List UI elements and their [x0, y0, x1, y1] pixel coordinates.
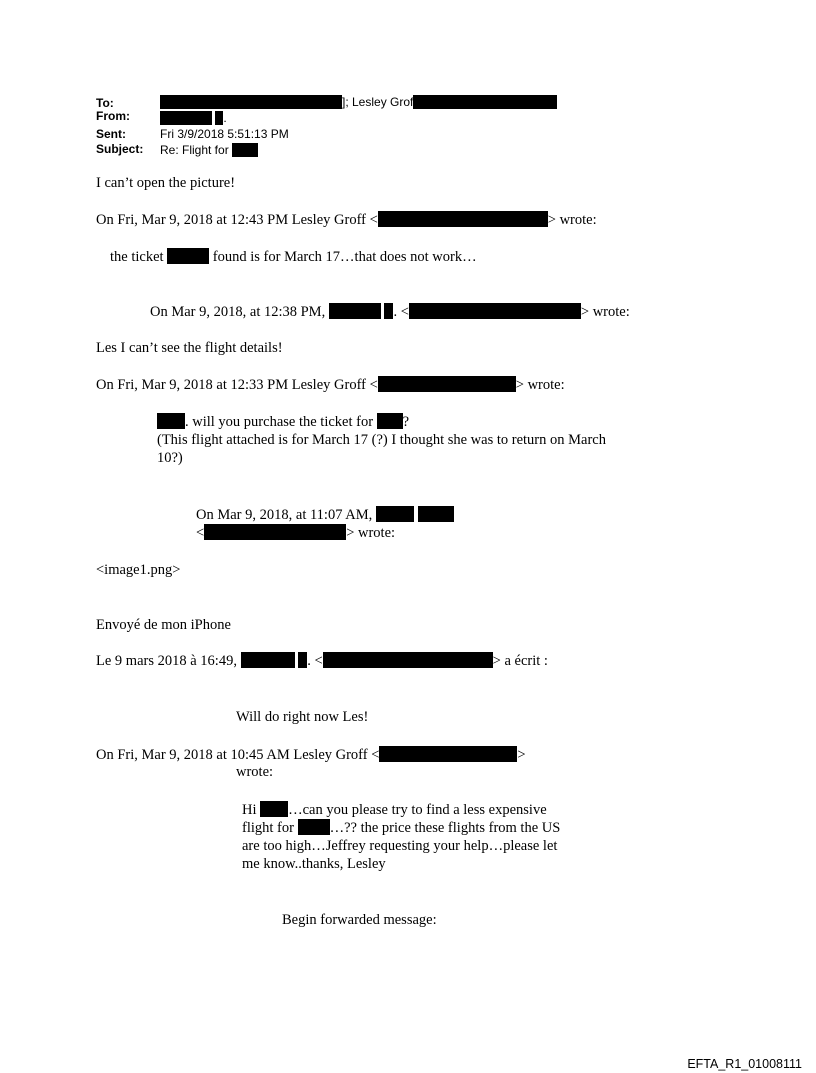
body-line-8: (This flight attached is for March 17 (?) I thought she was to return on March: [157, 432, 606, 448]
redaction-block: [418, 506, 454, 522]
quote-header-4: On Mar 9, 2018, at 11:07 AM,: [196, 506, 454, 523]
from-label: From:: [96, 109, 130, 123]
body-line-9: 10?): [157, 450, 183, 466]
redaction-block: [378, 376, 516, 392]
redaction-block: [232, 143, 258, 157]
to-value-row: [160, 95, 557, 109]
redaction-block: [379, 746, 517, 762]
redaction-block: [204, 524, 346, 540]
quote-header-6: On Fri, Mar 9, 2018 at 10:45 AM Lesley Groff < >: [96, 747, 526, 763]
redaction-block: [241, 652, 295, 668]
body-line-1: I can’t open the picture!: [96, 175, 236, 191]
redaction-block: [157, 413, 185, 429]
header-subject-row: [96, 143, 143, 156]
quote-header-6-cont: wrote:: [236, 764, 274, 780]
to-value: ]; Lesley Grof: [342, 95, 414, 109]
attachment-placeholder: <image1.png>: [96, 562, 181, 578]
redaction-block: [167, 248, 209, 264]
header-from-row: [96, 110, 130, 123]
subject-label: Subject:: [96, 142, 144, 156]
redaction-block: [378, 211, 548, 227]
redaction-block: [298, 652, 307, 668]
quote-header-3: On Fri, Mar 9, 2018 at 12:33 PM Lesley Groff < > wrote:: [96, 377, 565, 393]
body-line-19: flight for …?? the price these flights from the US: [242, 820, 561, 836]
redaction-block: [377, 413, 403, 429]
subject-value: Re: Flight for: [160, 143, 229, 157]
redaction-block: [376, 506, 414, 522]
redaction-block: [298, 819, 330, 835]
redaction-block: [160, 111, 212, 125]
sent-value: Fri 3/9/2018 5:51:13 PM: [160, 127, 289, 141]
body-line-7: . will you purchase the ticket for ?: [157, 413, 409, 430]
signature-line: Envoyé de mon iPhone: [96, 617, 231, 633]
sent-label: Sent:: [96, 127, 126, 141]
body-line-18: Hi …can you please try to find a less expensive: [242, 802, 547, 818]
from-value: .: [223, 111, 227, 125]
body-line-5: Les I can’t see the flight details!: [96, 340, 283, 356]
header-sent-row: [96, 128, 126, 141]
from-value-row: [160, 111, 227, 125]
redaction-block: [160, 95, 342, 109]
quote-header-1: On Fri, Mar 9, 2018 at 12:43 PM Lesley Groff < > wrote:: [96, 212, 597, 228]
body-line-21: me know..thanks, Lesley: [242, 856, 386, 872]
redaction-block: [260, 801, 288, 817]
quote-header-5: Le 9 mars 2018 à 16:49, . < > a écrit :: [96, 653, 548, 669]
quote-header-2: On Mar 9, 2018, at 12:38 PM, . < > wrote:: [150, 304, 630, 320]
quote-header-4-cont: < > wrote:: [196, 525, 396, 541]
body-line-3: the ticket found is for March 17…that does not work…: [110, 249, 477, 265]
redaction-block: [413, 95, 557, 109]
subject-value-row: [160, 143, 258, 157]
redaction-block: [409, 303, 581, 319]
forwarded-header: Begin forwarded message:: [282, 912, 437, 928]
body-line-20: are too high…Jeffrey requesting your help…please let: [242, 838, 558, 854]
to-label: To:: [96, 96, 114, 110]
body-line-15: Will do right now Les!: [236, 709, 369, 725]
document-id: EFTA_R1_01008111: [687, 1057, 802, 1071]
redaction-block: [329, 303, 381, 319]
redaction-block: [323, 652, 493, 668]
